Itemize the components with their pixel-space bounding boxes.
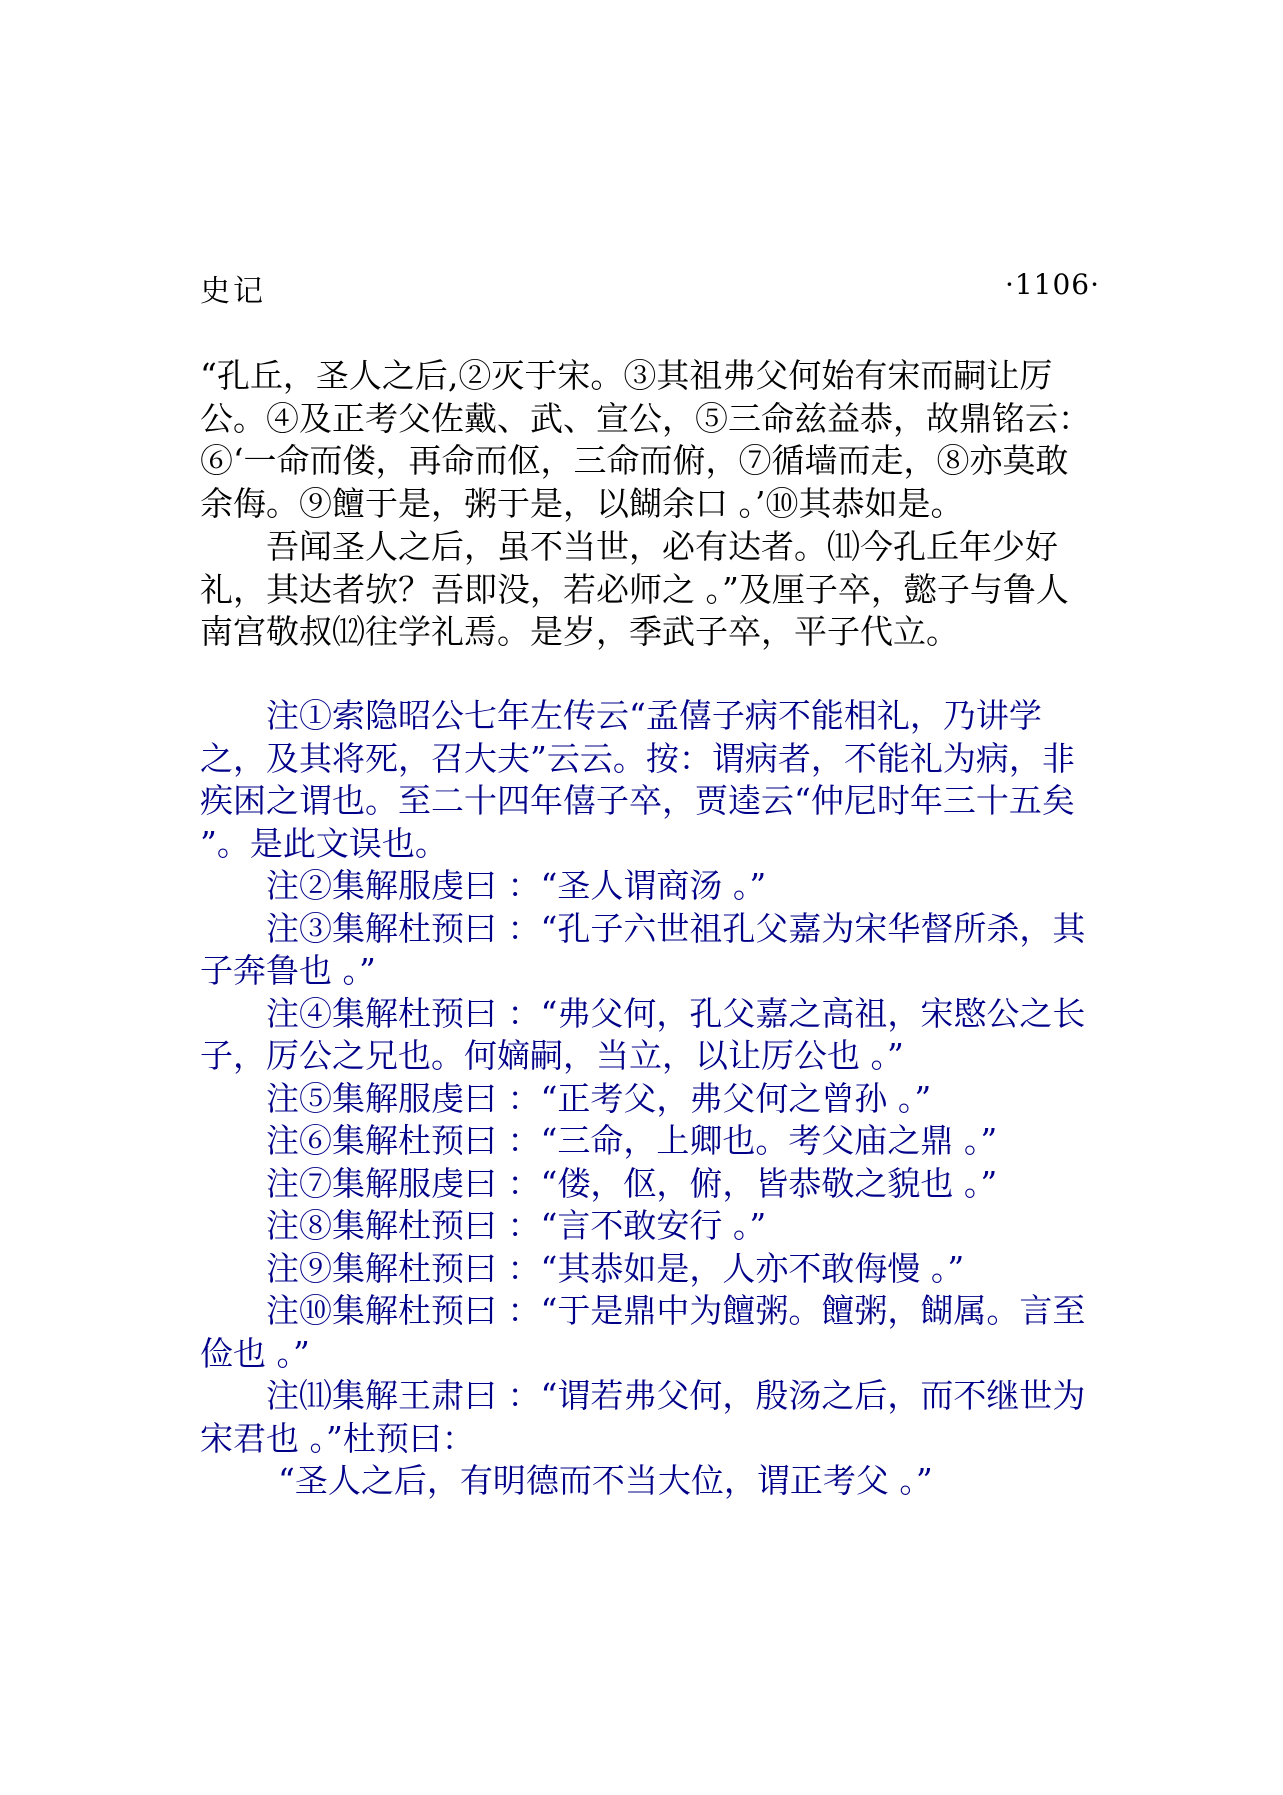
page-number: ·1106· <box>1004 268 1100 301</box>
note-paragraph: 注④集解杜预曰 ：“弗父何，孔父嘉之高祖，宋愍公之长子，厉公之兄也。何嫡嗣，当立，以让厉公也 。” <box>200 993 1086 1075</box>
note-paragraph: 注③集解杜预曰 ：“孔子六世祖孔父嘉为宋华督所杀，其子奔鲁也 。” <box>200 908 1086 990</box>
note-paragraph: 注⑥集解杜预曰 ：“三命，上卿也。考父庙之鼎 。” <box>266 1121 998 1160</box>
note-paragraph: 注⑩集解杜预曰 ：“于是鼎中为饘粥。饘粥，餬属。言至俭也 。” <box>200 1291 1086 1373</box>
note-paragraph: 注⑨集解杜预曰 ：“其恭如是，人亦不敢侮慢 。” <box>266 1248 965 1288</box>
note-paragraph: 注⑦集解服虔曰 ：“偻，伛，俯，皆恭敬之貌也 。” <box>266 1163 998 1203</box>
note-paragraph: 注⑤集解服虔曰 ：“正考父，弗父何之曾孙 。” <box>266 1078 932 1118</box>
note-paragraph: 注①索隐昭公七年左传云“孟僖子病不能相礼，乃讲学之，及其将死，召大夫”云云。按：谓病者，不能礼为病，非疾困之谓也。至二十四年僖子卒，贾逵云“仲尼时年三十五矣 ”。是此文误也。 <box>200 696 1075 863</box>
page-header <box>200 266 1100 309</box>
annotations <box>200 695 1100 1503</box>
body-paragraph: 吾闻圣人之后，虽不当世，必有达者。⑾今孔丘年少好礼，其达者欤？吾即没，若必师之 。”及厘子卒，懿子与鲁人南宫敬叔⑿往学礼焉。是岁，季武子卒，平子代立。 <box>200 526 1069 652</box>
main-text <box>200 355 1100 654</box>
note-paragraph: 注⑧集解杜预曰 ：“言不敢安行 。” <box>266 1206 767 1245</box>
note-paragraph: 注②集解服虔曰 ：“圣人谓商汤 。” <box>266 866 767 905</box>
note-paragraph: 注⑾集解王肃曰 ：“谓若弗父何，殷汤之后，而不继世为宋君也 。”杜预曰： <box>200 1376 1086 1458</box>
note-paragraph: “圣人之后，有明德而不当大位，谓正考父 。” <box>278 1461 933 1500</box>
book-title: 史记 <box>200 274 266 309</box>
body-paragraph: “孔丘，圣人之后,②灭于宋。③其祖弗父何始有宋而嗣让厉公。④及正考父佐戴、武、宣公，⑤三命兹益恭，故鼎铭云：⑥‘一命而偻，再命而伛，三命而俯，⑦循墙而走，⑧亦莫敢余侮。⑨饘于是，粥于是，以餬余口 。’⑩其恭如是。 <box>200 356 1091 524</box>
